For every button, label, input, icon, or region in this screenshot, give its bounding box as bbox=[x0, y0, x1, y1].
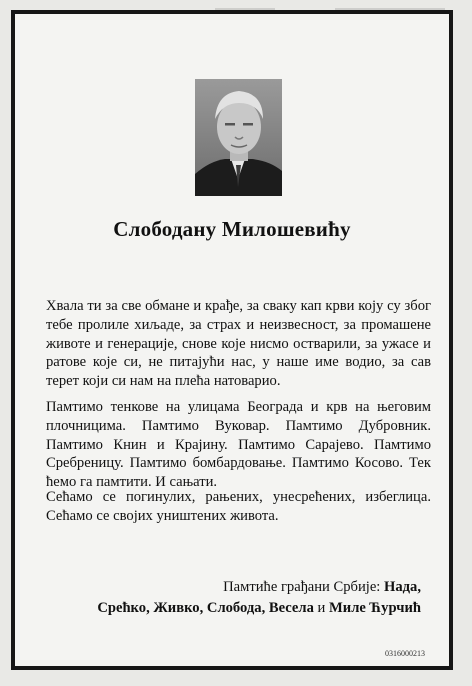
deceased-name-heading: Слободану Милошевићу bbox=[113, 217, 351, 241]
paragraph-gratitude: Хвала ти за све обмане и крађе, за сваку кап крви коју су због тебе пролиле хиљаде, за страх и неизвесност, за промашене животе и генерације, снове које нисмо остварили, за ужасе и ратове које си, не питајући нас, у наше име водио, за сав терет који си нам на плећа натоварио. bbox=[46, 298, 431, 390]
portrait-photo bbox=[195, 79, 282, 196]
signature-first-name: Нада, bbox=[384, 579, 421, 595]
ad-code: 0316000213 bbox=[385, 649, 425, 658]
signature-block bbox=[97, 577, 421, 619]
portrait-icon bbox=[195, 79, 282, 196]
signature-last-name: Миле Ћурчић bbox=[329, 600, 421, 616]
paragraph-remember: Памтимо тенкове на улицама Београда и крв на његовим плочницима. Памтимо Вуковар. Памтимо Дубровник. Памтимо Книн и Крајину. Памтимо Сарајево. Памтимо Сребреницу. Памтимо бомбардовање. Памтимо Косово. Тек ћемо га памтити. И сањати. bbox=[46, 399, 431, 491]
signature-names: Срећко, Живко, Слобода, Весела bbox=[97, 600, 314, 616]
obituary-notice bbox=[11, 10, 453, 670]
signature-and: и bbox=[317, 600, 326, 616]
paragraph-recall: Сећамо се погинулих, рањених, унесрећених, избеглица. Сећамо се својих уништених живота. bbox=[46, 489, 431, 524]
signature-prefix: Памтиће грађани Србије: bbox=[223, 579, 381, 595]
